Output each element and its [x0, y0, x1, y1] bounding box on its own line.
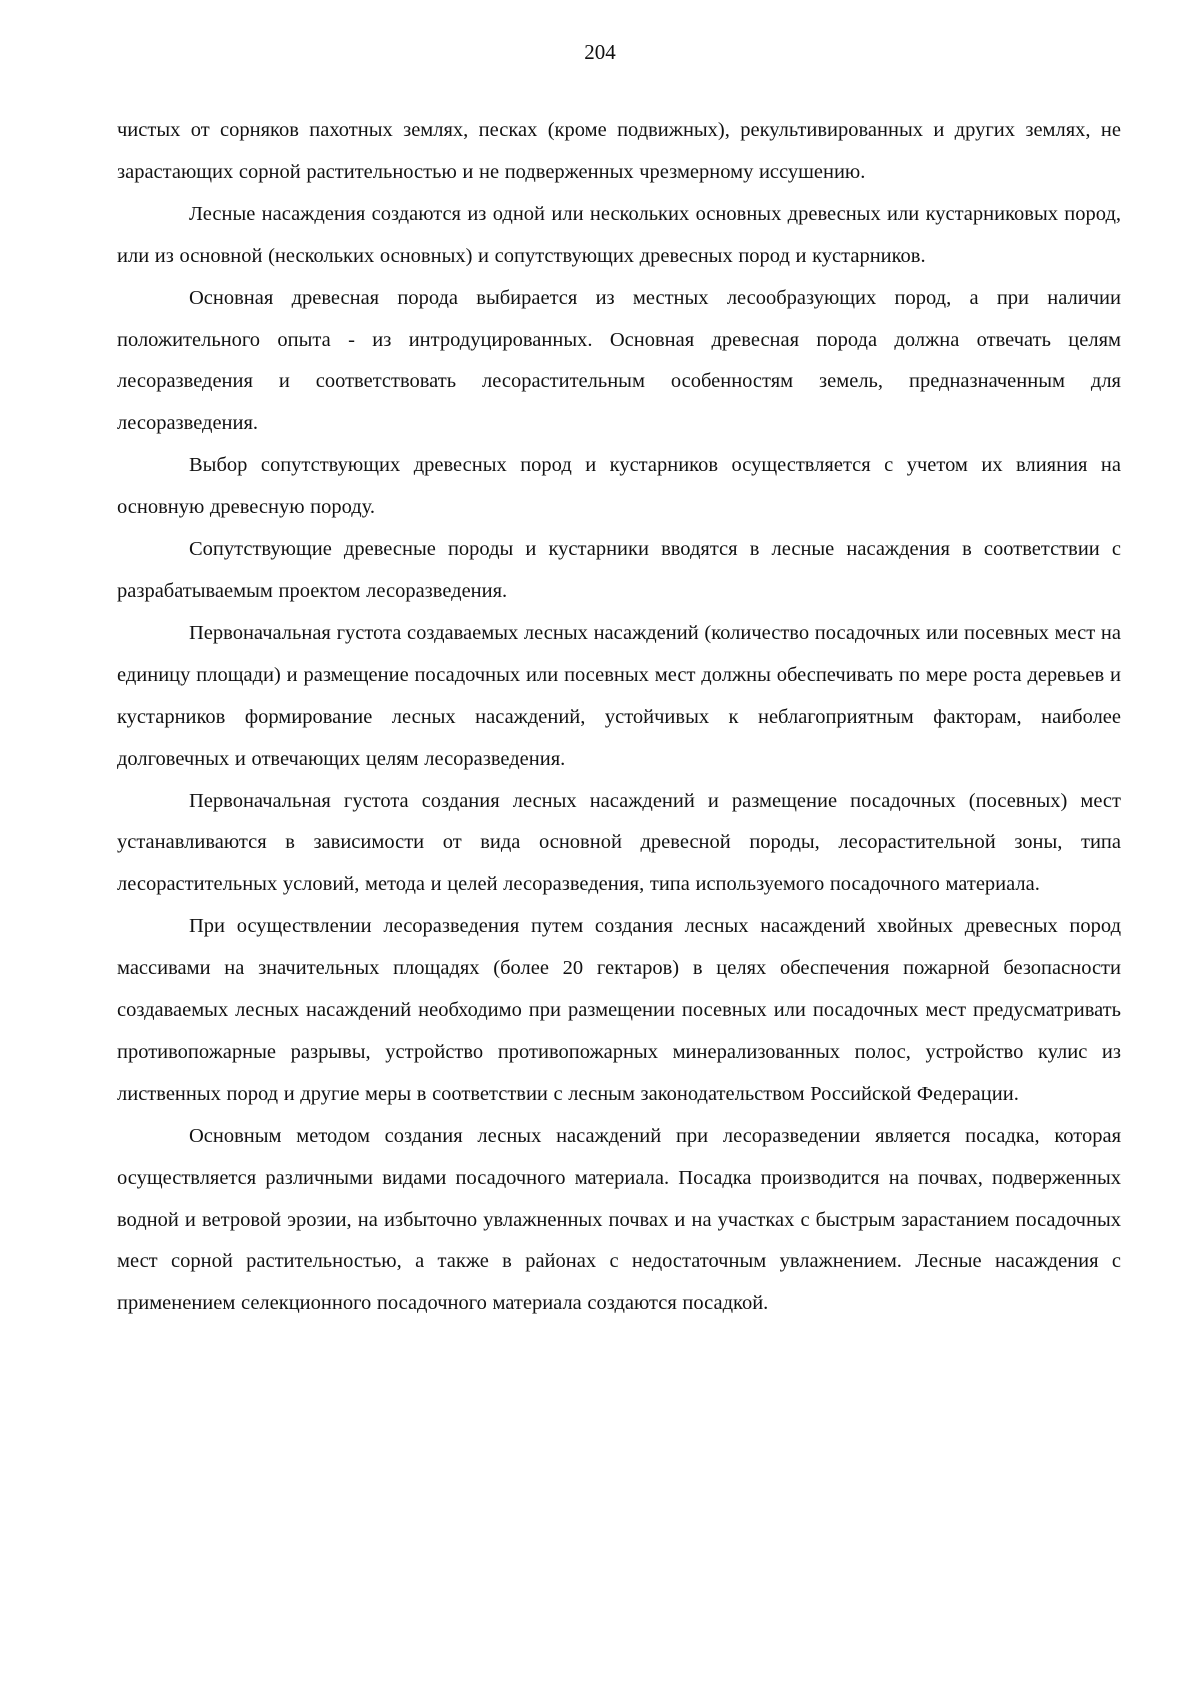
page-number: 204 [584, 40, 616, 64]
paragraph: Основная древесная порода выбирается из местных лесообразующих пород, а при наличии положительного опыта - из интродуцированных. Основная древесная порода должна отвечать целям лесоразведения и соответствовать лесорастительным особенностям земель, предназначенным для лесоразведения. [117, 286, 1121, 435]
paragraph: Основным методом создания лесных насаждений при лесоразведении является посадка, которая осуществляется различными видами посадочного материала. Посадка производится на почвах, подверженных водной и ветровой эрозии, на избыточно увлажненных почвах и на участках с быстрым зарастанием посадочных мест сорной растительностью, а также в районах с недостаточным увлажнением. Лесные насаждения с применением селекционного посадочного материала создаются посадкой. [117, 1124, 1121, 1315]
paragraph: Выбор сопутствующих древесных пород и кустарников осуществляется с учетом их влияния на основную древесную породу. [117, 454, 1121, 519]
document-body [117, 110, 1121, 1325]
paragraph: При осуществлении лесоразведения путем создания лесных насаждений хвойных древесных пород массивами на значительных площадях (более 20 гектаров) в целях обеспечения пожарной безопасности создаваемых лесных насаждений необходимо при размещении посевных или посадочных мест предусматривать противопожарные разрывы, устройство противопожарных минерализованных полос, устройство кулис из лиственных пород и другие меры в соответствии с лесным законодательством Российской Федерации. [117, 915, 1121, 1105]
paragraph: Сопутствующие древесные породы и кустарники вводятся в лесные насаждения в соответствии с разрабатываемым проектом лесоразведения. [117, 538, 1121, 602]
paragraph: Лесные насаждения создаются из одной или нескольких основных древесных или кустарниковых пород, или из основной (нескольких основных) и сопутствующих древесных пород и кустарников. [117, 202, 1121, 267]
paragraph: Первоначальная густота создания лесных насаждений и размещение посадочных (посевных) мест устанавливаются в зависимости от вида основной древесной породы, лесорастительной зоны, типа лесорастительных условий, метода и целей лесоразведения, типа используемого посадочного материала. [117, 789, 1121, 896]
paragraph: Первоначальная густота создаваемых лесных насаждений (количество посадочных или посевных мест на единицу площади) и размещение посадочных или посевных мест должны обеспечивать по мере роста деревьев и кустарников формирование лесных насаждений, устойчивых к неблагоприятным факторам, наиболее долговечных и отвечающих целям лесоразведения. [117, 621, 1121, 770]
paragraph-continuation: чистых от сорняков пахотных землях, песках (кроме подвижных), рекультивированных и других землях, не зарастающих сорной растительностью и не подверженных чрезмерному иссушению. [117, 119, 1121, 183]
